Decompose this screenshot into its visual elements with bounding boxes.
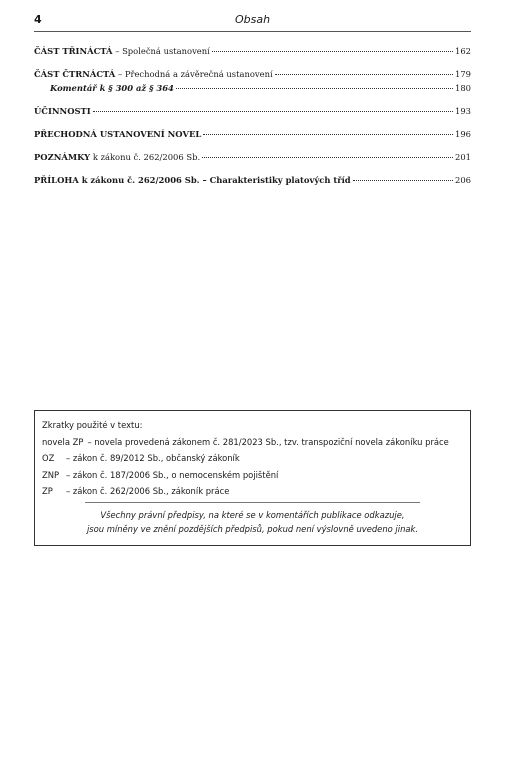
leader-dots [212, 51, 453, 52]
leader-dots [275, 74, 453, 75]
toc-entry-heading: POZNÁMKY [34, 152, 91, 162]
toc-page-number: 162 [455, 46, 471, 56]
leader-dots [203, 134, 453, 135]
divider [85, 502, 420, 503]
leader-dots [353, 180, 453, 181]
legal-note-line: jsou míněny ve znění pozdějších předpisů, pokud není výslovně uvedeno jinak. [86, 523, 419, 534]
toc-entry-heading: ČÁST ČTRNÁCTÁ [34, 69, 116, 79]
toc-entry-heading: PŘECHODNÁ USTANOVENÍ NOVEL [34, 129, 202, 139]
toc-entry-title: – Společná ustanovení [112, 46, 210, 56]
toc-entry-heading: ČÁST TŘINÁCTÁ [34, 46, 113, 56]
page-number: 4 [34, 13, 42, 26]
toc-page-number: 179 [455, 69, 471, 79]
toc-page-number: 196 [455, 129, 471, 139]
abbreviation-code: OZ [42, 453, 55, 463]
toc-entry [34, 69, 471, 83]
abbreviation-text: – novela provedená zákonem č. 281/2023 Sb., tzv. transpoziční novela zákoníku práce [87, 436, 449, 447]
toc-entry [34, 152, 471, 166]
abbreviation-item [42, 434, 463, 451]
abbreviations-box [34, 410, 471, 546]
leader-dots [202, 157, 453, 158]
abbreviation-item [42, 483, 463, 500]
toc-page-number: 180 [455, 83, 471, 93]
page-header [34, 11, 471, 32]
table-of-contents [34, 46, 471, 189]
abbreviation-code: ZP [42, 486, 53, 496]
toc-page-number: 201 [455, 152, 471, 162]
abbreviation-text: – zákon č. 262/2006 Sb., zákoník práce [66, 486, 230, 496]
abbreviations-title: Zkratky použité v textu: [42, 420, 143, 430]
legal-note-line: Všechny právní předpisy, na které se v komentářích publikace odkazuje, [100, 510, 405, 520]
toc-entry-heading: PŘÍLOHA [34, 175, 79, 185]
toc-entry-title: k zákonu č. 262/2006 Sb. – Charakteristiky platových tříd [78, 175, 351, 185]
leader-dots [93, 111, 453, 112]
toc-entry-title: – Přechodná a závěrečná ustanovení [115, 69, 273, 79]
toc-entry-title: k zákonu č. 262/2006 Sb. [90, 152, 201, 162]
legal-note [35, 509, 470, 536]
toc-entry-heading: ÚČINNOSTI [34, 106, 91, 116]
toc-subentry [34, 83, 471, 97]
toc-entry [34, 46, 471, 60]
abbreviation-text: – zákon č. 187/2006 Sb., o nemocenském pojištění [66, 469, 279, 480]
abbreviation-item [42, 467, 463, 484]
abbreviation-code: novela ZP [42, 436, 84, 447]
toc-entry [34, 106, 471, 120]
abbreviation-code: ZNP [42, 469, 60, 480]
toc-entry-title: Komentář k § 300 až § 364 [50, 83, 174, 93]
leader-dots [176, 88, 453, 89]
toc-page-number: 206 [455, 175, 471, 185]
toc-entry [34, 175, 471, 189]
abbreviation-item [42, 450, 463, 467]
toc-page-number: 193 [455, 106, 471, 116]
toc-entry [34, 129, 471, 143]
header-title: Obsah [234, 13, 271, 26]
abbreviation-text: – zákon č. 89/2012 Sb., občanský zákoník [66, 453, 240, 463]
